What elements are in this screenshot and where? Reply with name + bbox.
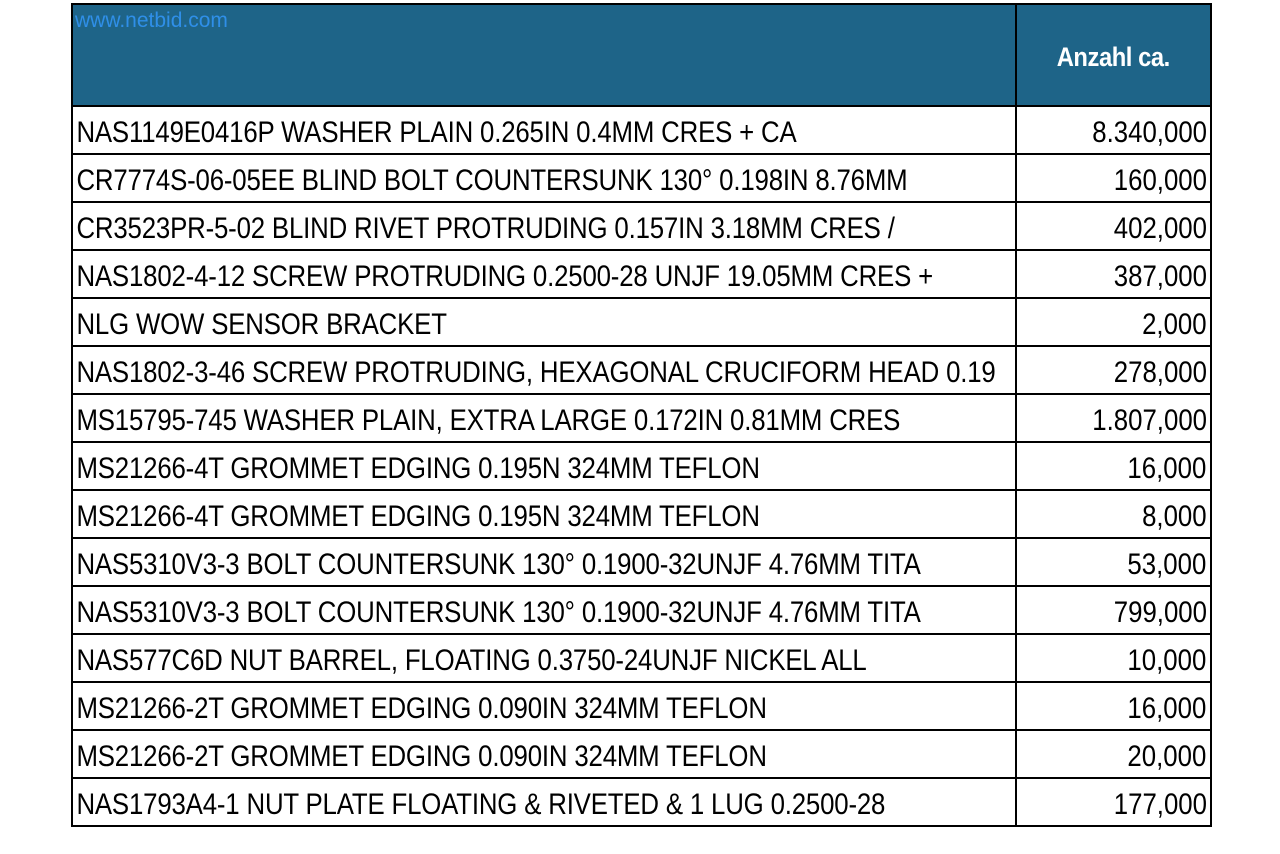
description-cell: [72, 346, 1016, 394]
description-cell: [72, 778, 1016, 826]
part-description: CR3523PR-5-02 BLIND RIVET PROTRUDING 0.157IN 3.18MM CRES /: [76, 212, 895, 245]
description-cell: [72, 730, 1016, 778]
part-description: MS21266-2T GROMMET EDGING 0.090IN 324MM TEFLON: [76, 740, 767, 773]
table-header-row: [72, 4, 1211, 106]
part-description: NAS1793A4-1 NUT PLATE FLOATING & RIVETED & 1 LUG 0.2500-28: [76, 788, 886, 821]
part-description: NAS1149E0416P WASHER PLAIN 0.265IN 0.4MM CRES + CA: [76, 116, 797, 149]
table-row: [72, 250, 1211, 298]
part-description: NAS1802-4-12 SCREW PROTRUDING 0.2500-28 UNJF 19.05MM CRES +: [76, 260, 934, 293]
quantity-column-header: [1016, 4, 1211, 106]
description-cell: [72, 154, 1016, 202]
part-description: NAS5310V3-3 BOLT COUNTERSUNK 130° 0.1900-32UNJF 4.76MM TITA: [76, 548, 921, 581]
part-description: MS21266-4T GROMMET EDGING 0.195N 324MM TEFLON: [76, 452, 760, 485]
table-row: [72, 394, 1211, 442]
quantity-cell: [1016, 634, 1211, 682]
quantity-cell: [1016, 298, 1211, 346]
description-cell: [72, 442, 1016, 490]
part-quantity: 16,000: [1127, 452, 1207, 485]
quantity-cell: [1016, 394, 1211, 442]
table-row: [72, 538, 1211, 586]
quantity-cell: [1016, 106, 1211, 154]
description-cell: [72, 682, 1016, 730]
part-quantity: 402,000: [1113, 212, 1207, 245]
part-quantity: 8.340,000: [1091, 116, 1207, 149]
table-row: [72, 730, 1211, 778]
part-quantity: 799,000: [1113, 596, 1207, 629]
parts-inventory-sheet: [71, 3, 1210, 852]
part-quantity: 1.807,000: [1091, 404, 1207, 437]
quantity-cell: [1016, 586, 1211, 634]
quantity-cell: [1016, 154, 1211, 202]
quantity-cell: [1016, 346, 1211, 394]
table-body: [72, 106, 1211, 826]
quantity-cell: [1016, 250, 1211, 298]
table-row: [72, 490, 1211, 538]
part-description: NAS5310V3-3 BOLT COUNTERSUNK 130° 0.1900-32UNJF 4.76MM TITA: [76, 596, 921, 629]
part-quantity: 278,000: [1113, 356, 1207, 389]
table-row: [72, 202, 1211, 250]
table-row: [72, 298, 1211, 346]
part-quantity: 53,000: [1127, 548, 1207, 581]
part-quantity: 10,000: [1127, 644, 1207, 677]
table-row: [72, 778, 1211, 826]
table-row: [72, 346, 1211, 394]
table-row: [72, 634, 1211, 682]
quantity-cell: [1016, 778, 1211, 826]
quantity-cell: [1016, 730, 1211, 778]
part-quantity: 160,000: [1113, 164, 1207, 197]
description-cell: [72, 106, 1016, 154]
quantity-cell: [1016, 202, 1211, 250]
quantity-cell: [1016, 490, 1211, 538]
part-quantity: 16,000: [1127, 692, 1207, 725]
description-cell: [72, 250, 1016, 298]
table-row: [72, 442, 1211, 490]
table-row: [72, 586, 1211, 634]
part-description: MS21266-4T GROMMET EDGING 0.195N 324MM TEFLON: [76, 500, 760, 533]
table-row: [72, 682, 1211, 730]
part-description: NLG WOW SENSOR BRACKET: [76, 308, 447, 341]
description-cell: [72, 298, 1016, 346]
description-cell: [72, 538, 1016, 586]
quantity-cell: [1016, 442, 1211, 490]
quantity-header-label: Anzahl ca.: [1056, 41, 1171, 72]
netbid-watermark-link[interactable]: www.netbid.com: [75, 9, 228, 32]
part-quantity: 177,000: [1113, 788, 1207, 821]
part-description: MS15795-745 WASHER PLAIN, EXTRA LARGE 0.172IN 0.81MM CRES: [76, 404, 901, 437]
part-description: NAS1802-3-46 SCREW PROTRUDING, HEXAGONAL CRUCIFORM HEAD 0.19: [76, 356, 996, 389]
parts-table: [71, 3, 1212, 827]
description-cell: [72, 634, 1016, 682]
description-cell: [72, 586, 1016, 634]
part-description: CR7774S-06-05EE BLIND BOLT COUNTERSUNK 130° 0.198IN 8.76MM: [76, 164, 908, 197]
description-cell: [72, 202, 1016, 250]
description-cell: [72, 490, 1016, 538]
description-cell: [72, 394, 1016, 442]
table-row: [72, 106, 1211, 154]
description-column-header: [72, 4, 1016, 106]
part-quantity: 8,000: [1141, 500, 1207, 533]
quantity-cell: [1016, 538, 1211, 586]
part-description: MS21266-2T GROMMET EDGING 0.090IN 324MM TEFLON: [76, 692, 767, 725]
table-row: [72, 154, 1211, 202]
part-quantity: 20,000: [1127, 740, 1207, 773]
quantity-cell: [1016, 682, 1211, 730]
part-quantity: 387,000: [1113, 260, 1207, 293]
part-description: NAS577C6D NUT BARREL, FLOATING 0.3750-24UNJF NICKEL ALL: [76, 644, 867, 677]
part-quantity: 2,000: [1141, 308, 1207, 341]
